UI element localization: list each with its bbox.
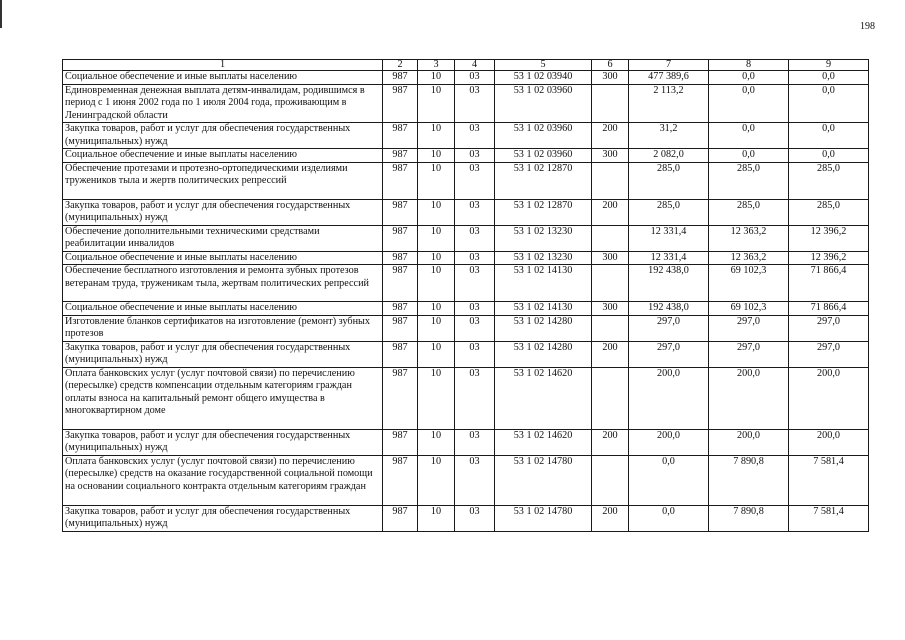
expense-type-cell: 300 xyxy=(592,251,629,265)
expense-type-cell xyxy=(592,162,629,199)
expense-type-cell: 300 xyxy=(592,71,629,85)
subsection-code-cell: 03 xyxy=(455,71,495,85)
section-code-cell: 10 xyxy=(418,123,455,149)
section-code-cell: 10 xyxy=(418,505,455,531)
subsection-code-cell: 03 xyxy=(455,265,495,302)
expense-type-cell: 200 xyxy=(592,199,629,225)
amount-year2-cell: 0,0 xyxy=(709,84,789,123)
column-header: 9 xyxy=(789,60,869,71)
section-code-cell: 10 xyxy=(418,429,455,455)
amount-year2-cell: 285,0 xyxy=(709,162,789,199)
section-code-cell: 10 xyxy=(418,455,455,505)
subsection-code-cell: 03 xyxy=(455,429,495,455)
row-name-cell: Закупка товаров, работ и услуг для обеспечения государственных (муниципальных) нужд xyxy=(63,341,383,367)
section-code-cell: 10 xyxy=(418,84,455,123)
target-article-cell: 53 1 02 14780 xyxy=(495,455,592,505)
amount-year1-cell: 285,0 xyxy=(629,162,709,199)
amount-year2-cell: 297,0 xyxy=(709,315,789,341)
expense-type-cell: 200 xyxy=(592,123,629,149)
target-article-cell: 53 1 02 13230 xyxy=(495,225,592,251)
subsection-code-cell: 03 xyxy=(455,505,495,531)
page-number: 198 xyxy=(860,21,875,32)
ministry-code-cell: 987 xyxy=(383,367,418,429)
target-article-cell: 53 1 02 03940 xyxy=(495,71,592,85)
amount-year3-cell: 297,0 xyxy=(789,315,869,341)
row-name-cell: Социальное обеспечение и иные выплаты населению xyxy=(63,71,383,85)
amount-year1-cell: 297,0 xyxy=(629,315,709,341)
amount-year3-cell: 12 396,2 xyxy=(789,251,869,265)
budget-table xyxy=(62,59,869,532)
table-header-row xyxy=(63,60,869,71)
row-name-cell: Оплата банковских услуг (услуг почтовой связи) по перечислению (пересылке) средств компенсации отдельным категориям граждан оплаты взноса на капитальный ремонт общего имущества в многоквартирном доме xyxy=(63,367,383,429)
amount-year3-cell: 200,0 xyxy=(789,367,869,429)
amount-year1-cell: 192 438,0 xyxy=(629,265,709,302)
ministry-code-cell: 987 xyxy=(383,162,418,199)
table-row xyxy=(63,84,869,123)
amount-year3-cell: 0,0 xyxy=(789,123,869,149)
ministry-code-cell: 987 xyxy=(383,251,418,265)
amount-year1-cell: 12 331,4 xyxy=(629,251,709,265)
amount-year2-cell: 7 890,8 xyxy=(709,505,789,531)
amount-year2-cell: 12 363,2 xyxy=(709,225,789,251)
amount-year2-cell: 297,0 xyxy=(709,341,789,367)
amount-year3-cell: 297,0 xyxy=(789,341,869,367)
amount-year3-cell: 0,0 xyxy=(789,84,869,123)
amount-year3-cell: 12 396,2 xyxy=(789,225,869,251)
amount-year3-cell: 71 866,4 xyxy=(789,302,869,316)
amount-year1-cell: 2 082,0 xyxy=(629,149,709,163)
target-article-cell: 53 1 02 14280 xyxy=(495,315,592,341)
table-row xyxy=(63,455,869,505)
column-header: 4 xyxy=(455,60,495,71)
row-name-cell: Закупка товаров, работ и услуг для обеспечения государственных (муниципальных) нужд xyxy=(63,429,383,455)
ministry-code-cell: 987 xyxy=(383,71,418,85)
ministry-code-cell: 987 xyxy=(383,455,418,505)
amount-year1-cell: 0,0 xyxy=(629,455,709,505)
target-article-cell: 53 1 02 03960 xyxy=(495,149,592,163)
ministry-code-cell: 987 xyxy=(383,265,418,302)
section-code-cell: 10 xyxy=(418,341,455,367)
subsection-code-cell: 03 xyxy=(455,84,495,123)
expense-type-cell xyxy=(592,455,629,505)
table-row xyxy=(63,265,869,302)
row-name-cell: Обеспечение дополнительными техническими средствами реабилитации инвалидов xyxy=(63,225,383,251)
ministry-code-cell: 987 xyxy=(383,149,418,163)
row-name-cell: Закупка товаров, работ и услуг для обеспечения государственных (муниципальных) нужд xyxy=(63,505,383,531)
target-article-cell: 53 1 02 14780 xyxy=(495,505,592,531)
target-article-cell: 53 1 02 13230 xyxy=(495,251,592,265)
amount-year1-cell: 0,0 xyxy=(629,505,709,531)
column-header: 5 xyxy=(495,60,592,71)
target-article-cell: 53 1 02 14620 xyxy=(495,367,592,429)
subsection-code-cell: 03 xyxy=(455,199,495,225)
section-code-cell: 10 xyxy=(418,251,455,265)
subsection-code-cell: 03 xyxy=(455,367,495,429)
expense-type-cell xyxy=(592,225,629,251)
amount-year1-cell: 285,0 xyxy=(629,199,709,225)
subsection-code-cell: 03 xyxy=(455,302,495,316)
expense-type-cell xyxy=(592,315,629,341)
ministry-code-cell: 987 xyxy=(383,429,418,455)
ministry-code-cell: 987 xyxy=(383,199,418,225)
section-code-cell: 10 xyxy=(418,225,455,251)
target-article-cell: 53 1 02 14130 xyxy=(495,302,592,316)
table-row xyxy=(63,199,869,225)
section-code-cell: 10 xyxy=(418,302,455,316)
table-row xyxy=(63,149,869,163)
expense-type-cell: 300 xyxy=(592,302,629,316)
column-header: 1 xyxy=(63,60,383,71)
row-name-cell: Социальное обеспечение и иные выплаты населению xyxy=(63,149,383,163)
amount-year3-cell: 285,0 xyxy=(789,199,869,225)
row-name-cell: Изготовление бланков сертификатов на изготовление (ремонт) зубных протезов xyxy=(63,315,383,341)
ministry-code-cell: 987 xyxy=(383,505,418,531)
amount-year2-cell: 12 363,2 xyxy=(709,251,789,265)
target-article-cell: 53 1 02 12870 xyxy=(495,199,592,225)
expense-type-cell: 200 xyxy=(592,341,629,367)
expense-type-cell xyxy=(592,367,629,429)
amount-year3-cell: 71 866,4 xyxy=(789,265,869,302)
amount-year2-cell: 69 102,3 xyxy=(709,302,789,316)
expense-type-cell: 300 xyxy=(592,149,629,163)
column-header: 7 xyxy=(629,60,709,71)
subsection-code-cell: 03 xyxy=(455,225,495,251)
amount-year3-cell: 285,0 xyxy=(789,162,869,199)
amount-year3-cell: 7 581,4 xyxy=(789,505,869,531)
table-row xyxy=(63,315,869,341)
subsection-code-cell: 03 xyxy=(455,251,495,265)
amount-year3-cell: 0,0 xyxy=(789,149,869,163)
row-name-cell: Социальное обеспечение и иные выплаты населению xyxy=(63,251,383,265)
expense-type-cell: 200 xyxy=(592,429,629,455)
row-name-cell: Единовременная денежная выплата детям-инвалидам, родившимся в период с 1 июня 2002 года по 1 июля 2004 года, проживающим в Ленинградской области xyxy=(63,84,383,123)
table-row xyxy=(63,162,869,199)
target-article-cell: 53 1 02 14620 xyxy=(495,429,592,455)
amount-year2-cell: 7 890,8 xyxy=(709,455,789,505)
table-row xyxy=(63,251,869,265)
column-header: 8 xyxy=(709,60,789,71)
subsection-code-cell: 03 xyxy=(455,455,495,505)
column-header: 6 xyxy=(592,60,629,71)
scan-edge-mark xyxy=(0,0,2,28)
column-header: 2 xyxy=(383,60,418,71)
section-code-cell: 10 xyxy=(418,265,455,302)
amount-year1-cell: 477 389,6 xyxy=(629,71,709,85)
column-header: 3 xyxy=(418,60,455,71)
table-row xyxy=(63,367,869,429)
amount-year2-cell: 0,0 xyxy=(709,123,789,149)
row-name-cell: Оплата банковских услуг (услуг почтовой связи) по перечислению (пересылке) средств на оказание государственной социальной помощи на основании социального контракта отдельным категориям граждан xyxy=(63,455,383,505)
table-row xyxy=(63,341,869,367)
expense-type-cell xyxy=(592,84,629,123)
target-article-cell: 53 1 02 03960 xyxy=(495,84,592,123)
amount-year1-cell: 200,0 xyxy=(629,367,709,429)
subsection-code-cell: 03 xyxy=(455,315,495,341)
section-code-cell: 10 xyxy=(418,367,455,429)
table-row xyxy=(63,302,869,316)
ministry-code-cell: 987 xyxy=(383,341,418,367)
ministry-code-cell: 987 xyxy=(383,302,418,316)
amount-year2-cell: 0,0 xyxy=(709,71,789,85)
ministry-code-cell: 987 xyxy=(383,84,418,123)
section-code-cell: 10 xyxy=(418,162,455,199)
section-code-cell: 10 xyxy=(418,199,455,225)
table-row xyxy=(63,123,869,149)
amount-year1-cell: 31,2 xyxy=(629,123,709,149)
section-code-cell: 10 xyxy=(418,71,455,85)
target-article-cell: 53 1 02 14130 xyxy=(495,265,592,302)
table-row xyxy=(63,71,869,85)
target-article-cell: 53 1 02 03960 xyxy=(495,123,592,149)
subsection-code-cell: 03 xyxy=(455,162,495,199)
target-article-cell: 53 1 02 14280 xyxy=(495,341,592,367)
expense-type-cell xyxy=(592,265,629,302)
amount-year3-cell: 0,0 xyxy=(789,71,869,85)
amount-year2-cell: 69 102,3 xyxy=(709,265,789,302)
expense-type-cell: 200 xyxy=(592,505,629,531)
amount-year2-cell: 0,0 xyxy=(709,149,789,163)
amount-year1-cell: 192 438,0 xyxy=(629,302,709,316)
subsection-code-cell: 03 xyxy=(455,341,495,367)
section-code-cell: 10 xyxy=(418,315,455,341)
ministry-code-cell: 987 xyxy=(383,315,418,341)
amount-year2-cell: 200,0 xyxy=(709,367,789,429)
ministry-code-cell: 987 xyxy=(383,225,418,251)
table-row xyxy=(63,505,869,531)
amount-year2-cell: 200,0 xyxy=(709,429,789,455)
row-name-cell: Обеспечение бесплатного изготовления и ремонта зубных протезов ветеранам труда, труженикам тыла, жертвам политических репрессий xyxy=(63,265,383,302)
amount-year1-cell: 2 113,2 xyxy=(629,84,709,123)
amount-year1-cell: 200,0 xyxy=(629,429,709,455)
target-article-cell: 53 1 02 12870 xyxy=(495,162,592,199)
subsection-code-cell: 03 xyxy=(455,149,495,163)
ministry-code-cell: 987 xyxy=(383,123,418,149)
amount-year2-cell: 285,0 xyxy=(709,199,789,225)
row-name-cell: Обеспечение протезами и протезно-ортопедическими изделиями тружеников тыла и жертв политических репрессий xyxy=(63,162,383,199)
amount-year1-cell: 297,0 xyxy=(629,341,709,367)
table-row xyxy=(63,429,869,455)
amount-year3-cell: 7 581,4 xyxy=(789,455,869,505)
amount-year3-cell: 200,0 xyxy=(789,429,869,455)
row-name-cell: Социальное обеспечение и иные выплаты населению xyxy=(63,302,383,316)
row-name-cell: Закупка товаров, работ и услуг для обеспечения государственных (муниципальных) нужд xyxy=(63,123,383,149)
table-row xyxy=(63,225,869,251)
amount-year1-cell: 12 331,4 xyxy=(629,225,709,251)
subsection-code-cell: 03 xyxy=(455,123,495,149)
row-name-cell: Закупка товаров, работ и услуг для обеспечения государственных (муниципальных) нужд xyxy=(63,199,383,225)
section-code-cell: 10 xyxy=(418,149,455,163)
